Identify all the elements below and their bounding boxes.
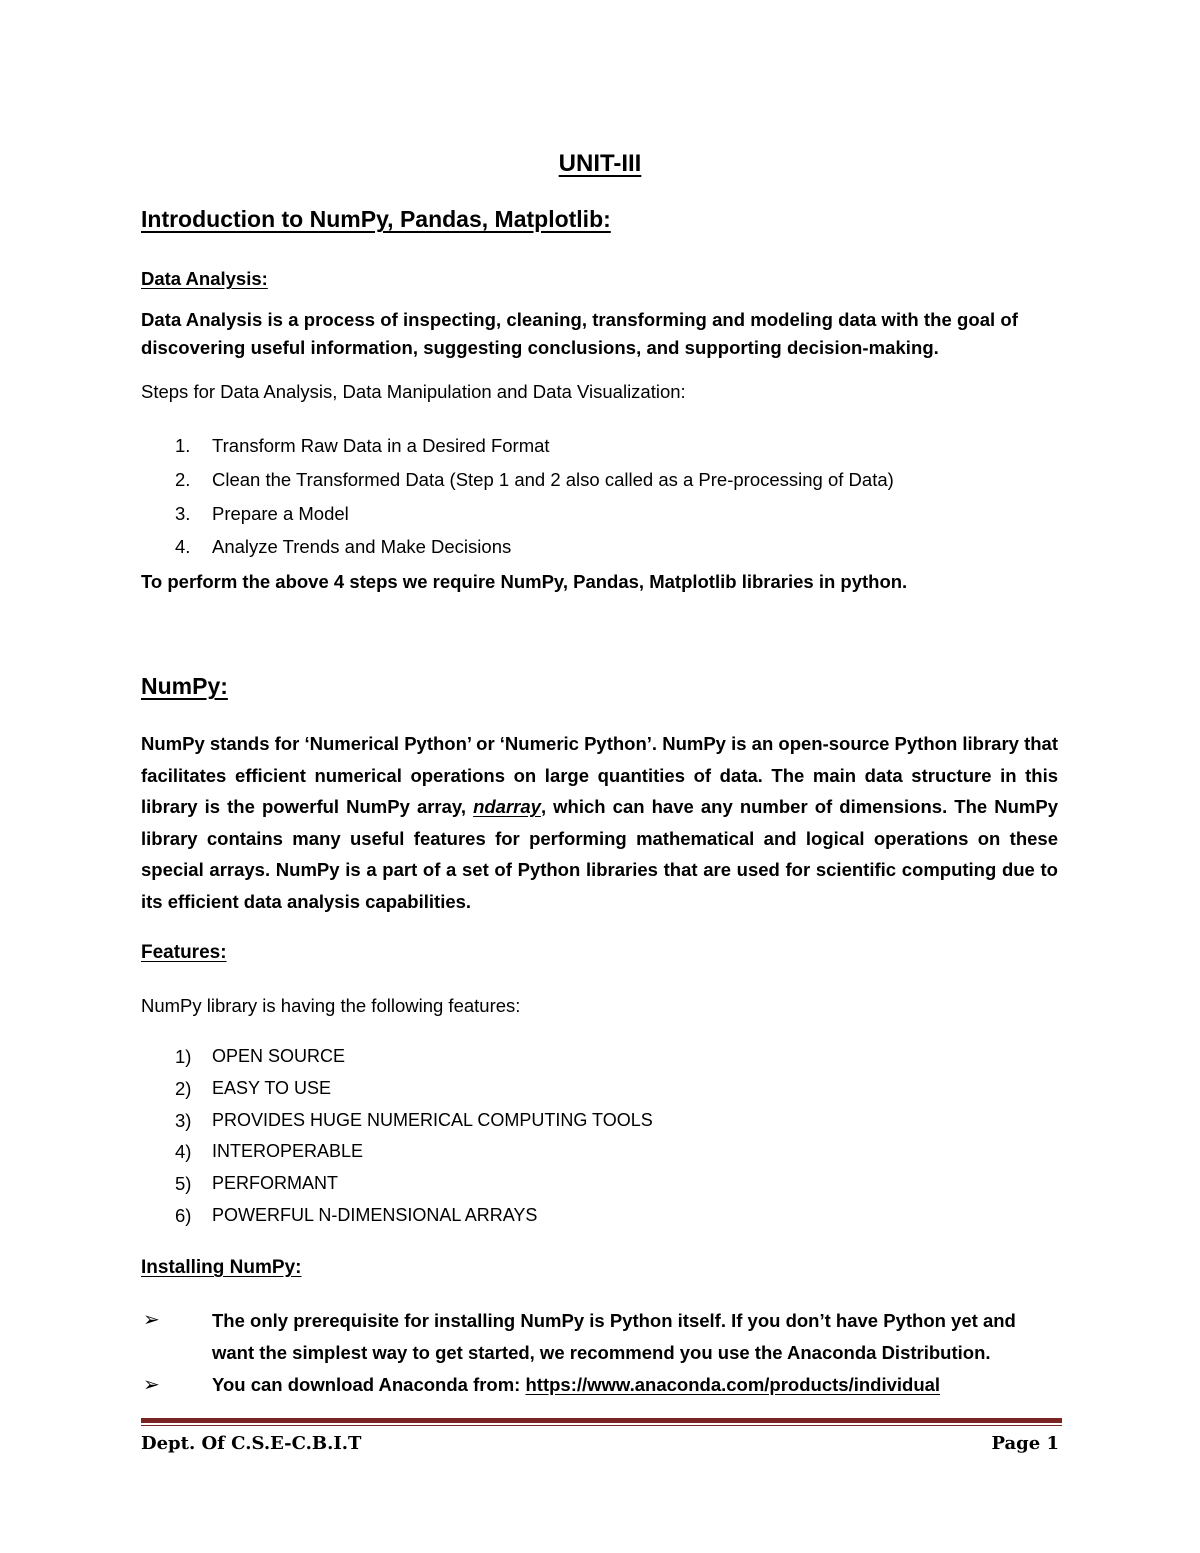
- numpy-heading: NumPy:: [141, 673, 228, 699]
- feature-number: 6): [175, 1205, 192, 1226]
- install-bullet-1: The only prerequisite for installing NumPy is Python itself. If you don’t have Python yet and want the simplest way to get started, we recommend you use the Anaconda Distribution.: [212, 1310, 1016, 1363]
- steps-intro: Steps for Data Analysis, Data Manipulation and Data Visualization:: [141, 381, 686, 402]
- feature-text: PROVIDES HUGE NUMERICAL COMPUTING TOOLS: [212, 1110, 653, 1130]
- step-text: Clean the Transformed Data (Step 1 and 2 also called as a Pre-processing of Data): [212, 469, 894, 490]
- feature-text: EASY TO USE: [212, 1078, 332, 1098]
- numpy-description-part2: , which can have any number of dimensions. The NumPy library contains many useful features for performing mathematical and logical operations on these special arrays. NumPy is a part of a set of Python libraries that are used for scientific computing due to its efficient data analysis capabilities.: [141, 796, 1058, 912]
- feature-text: PERFORMANT: [212, 1173, 338, 1193]
- features-intro: NumPy library is having the following features:: [141, 995, 521, 1016]
- unit-title: UNIT-III: [558, 150, 642, 177]
- main-heading: Introduction to NumPy, Pandas, Matplotlib:: [141, 206, 611, 232]
- step-number: 2.: [175, 469, 191, 490]
- numpy-description: [141, 728, 1058, 917]
- feature-number: 5): [175, 1173, 192, 1194]
- step-text: Transform Raw Data in a Desired Format: [212, 435, 550, 456]
- footer-page-number: Page 1: [991, 1433, 1059, 1454]
- step-text: Analyze Trends and Make Decisions: [212, 536, 512, 557]
- install-bullet-2: [212, 1369, 1062, 1401]
- ndarray-term: ndarray: [473, 796, 541, 817]
- feature-number: 1): [175, 1046, 192, 1067]
- installing-heading: Installing NumPy:: [141, 1257, 302, 1278]
- footer-rule: [141, 1418, 1062, 1423]
- feature-number: 2): [175, 1078, 192, 1099]
- step-number: 3.: [175, 503, 191, 524]
- feature-number: 3): [175, 1110, 192, 1131]
- anaconda-download-link[interactable]: https://www.anaconda.com/products/individual: [525, 1374, 941, 1395]
- install-bullet-2-text: You can download Anaconda from:: [212, 1374, 526, 1395]
- steps-outro: To perform the above 4 steps we require NumPy, Pandas, Matplotlib libraries in python.: [141, 571, 908, 592]
- feature-text: OPEN SOURCE: [212, 1046, 346, 1066]
- data-analysis-heading: Data Analysis:: [141, 268, 268, 289]
- step-text: Prepare a Model: [212, 503, 349, 524]
- data-analysis-definition: Data Analysis is a process of inspecting, cleaning, transforming and modeling data with the goal of discovering useful information, suggesting conclusions, and supporting decision-making.: [141, 309, 1018, 358]
- footer-rule-thin: [141, 1425, 1062, 1426]
- arrow-bullet-icon: ➢: [143, 1374, 160, 1396]
- step-number: 1.: [175, 435, 191, 456]
- features-heading: Features:: [141, 942, 227, 963]
- numpy-description-part1: NumPy stands for ‘Numerical Python’ or ‘Numeric Python’. NumPy is an open-source Python library that facilitates efficient numerical operations on large quantities of data. The main data structure in this library is the powerful NumPy array,: [141, 733, 1058, 817]
- footer-department: Dept. Of C.S.E-C.B.I.T: [141, 1433, 362, 1454]
- arrow-bullet-icon: ➢: [143, 1309, 160, 1331]
- feature-number: 4): [175, 1141, 192, 1162]
- step-number: 4.: [175, 536, 191, 557]
- feature-text: POWERFUL N-DIMENSIONAL ARRAYS: [212, 1205, 538, 1225]
- feature-text: INTEROPERABLE: [212, 1141, 364, 1161]
